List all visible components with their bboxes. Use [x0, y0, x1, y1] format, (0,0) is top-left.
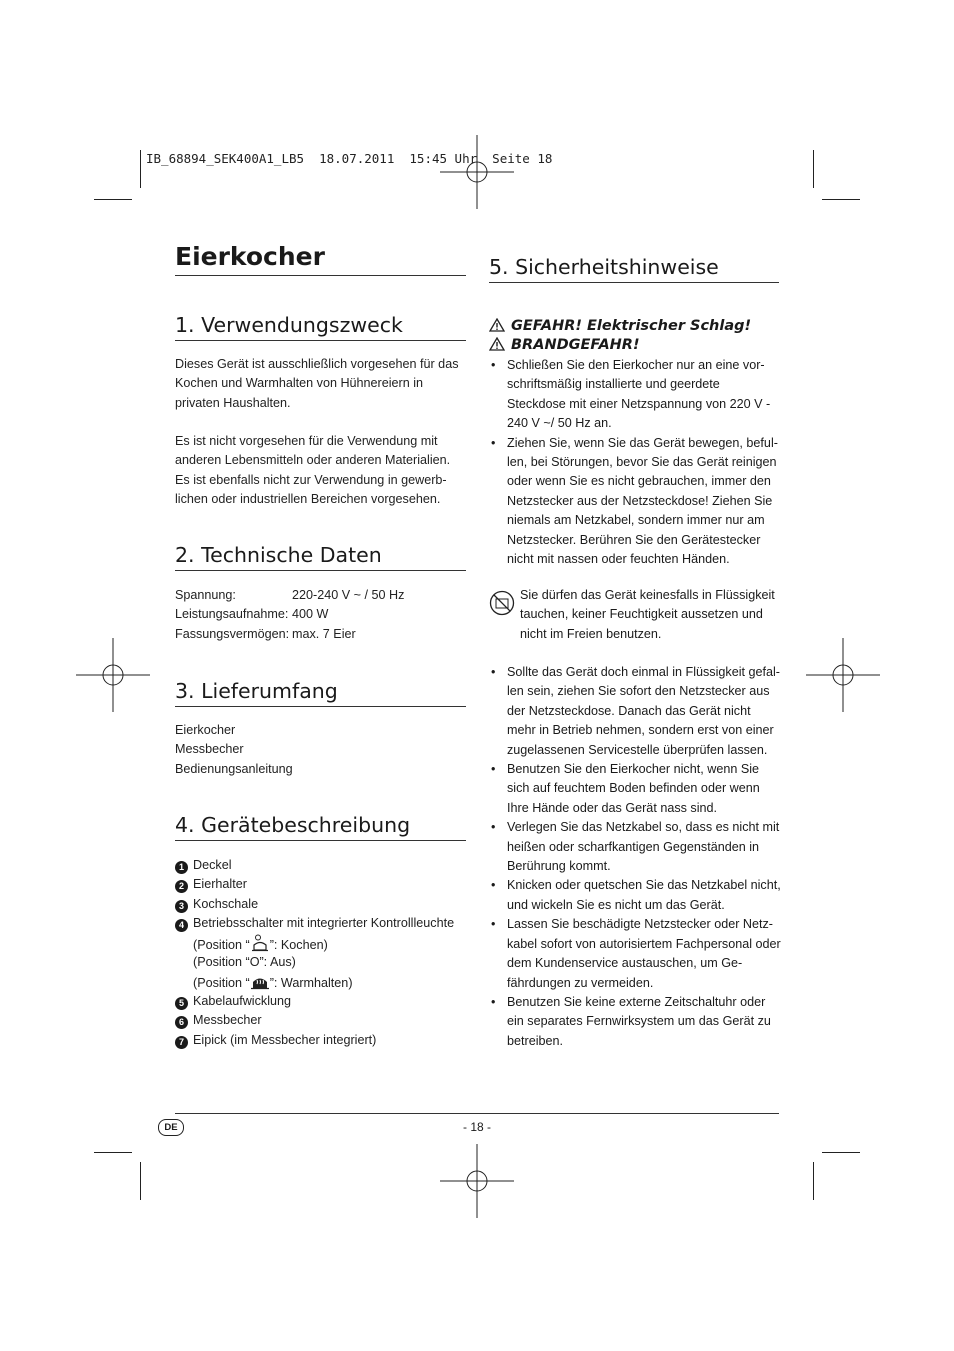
text-line: privaten Haushalten.: [175, 395, 291, 410]
registration-mark-left: [76, 638, 150, 712]
warning-label: BRANDGEFAHR!: [511, 337, 640, 353]
list-item: Bedienungsanleitung: [175, 761, 293, 776]
heading-geraetebeschreibung: 4. Gerätebeschreibung: [175, 811, 466, 841]
part-label: Kabelaufwicklung: [193, 993, 292, 1008]
registration-mark-right: [806, 638, 880, 712]
position-prefix: (Position “: [193, 937, 250, 952]
position-suffix: ”: Warmhalten): [269, 976, 353, 991]
switch-position-warmhalten: [175, 972, 475, 991]
warning-label: GEFAHR! Elektrischer Schlag!: [511, 318, 752, 334]
list-item: [175, 895, 475, 914]
warning-triangle-icon: [489, 337, 505, 351]
number-badge: 4: [175, 919, 188, 932]
part-label: Kochschale: [193, 896, 259, 911]
warning-fire: [489, 336, 789, 355]
tech-row: [175, 605, 470, 624]
list-item: • Benutzen Sie den Eierkocher nicht, wenn Sie sich auf feuchtem Boden befinden oder wenn Ihre Hände oder das Gerät nass sind.: [489, 760, 781, 818]
language-badge: DE: [158, 1119, 184, 1136]
list-item: • Ziehen Sie, wenn Sie das Gerät bewegen, beful-len, bei Störungen, bevor Sie das Gerät reinigen oder wenn Sie es nicht gebrauchen, immer den Netzstecker aus der Netzsteckdose! Ziehen Sie niemals am Netzkabel, sondern immer nur am Netzstecker. Berühren Sie den Gerätestecker nicht mit nassen oder feuchten Händen.: [489, 434, 781, 570]
switch-position-aus: (Position “O”: Aus): [193, 954, 296, 969]
paragraph-verwendungszweck-1: [175, 355, 470, 413]
print-header: IB_68894_SEK400A1_LB5 18.07.2011 15:45 Uhr Seite 18: [146, 151, 553, 166]
list-item: • Lassen Sie beschädigte Netzstecker oder Netz-kabel sofort von autorisiertem Fachpersonal oder dem Kundenservice austauschen, um Ge-fährdungen zu vermeiden.: [489, 915, 781, 993]
parts-list: [175, 856, 475, 1050]
position-prefix: (Position “: [193, 976, 250, 991]
list-item: [175, 1031, 475, 1050]
heading-verwendungszweck: 1. Verwendungszweck: [175, 311, 466, 341]
registration-mark-top: [440, 135, 514, 209]
list-item: • Verlegen Sie das Netzkabel so, dass es nicht mit heißen oder scharfkantigen Gegenständen in Berührung kommt.: [489, 818, 781, 876]
tech-data-table: [175, 586, 470, 644]
switch-position-kochen: [175, 934, 475, 953]
cooking-symbol-icon: [250, 934, 270, 952]
crop-mark: [813, 1162, 814, 1200]
text-line: Es ist nicht vorgesehen für die Verwendung mit: [175, 434, 438, 448]
text-line: lichen oder industriellen Bereichen vorgesehen.: [175, 492, 441, 507]
part-label: Betriebsschalter mit integrierter Kontrollleuchte: [193, 916, 455, 931]
list-item: • Sollte das Gerät doch einmal in Flüssigkeit gefal-len sein, ziehen Sie sofort den Netzstecker aus der Netzsteckdose. Danach das Gerät nicht mehr in Betrieb nehmen, sondern erst von einer zugelassenen Servicestelle überprüfen lassen.: [489, 663, 781, 760]
keep-warm-symbol-icon: [250, 972, 270, 990]
list-item: Messbecher: [175, 742, 244, 757]
list-item: [175, 914, 475, 933]
no-water-note: [489, 586, 781, 644]
page-number: - 18 -: [462, 1120, 491, 1134]
tech-row: [175, 625, 470, 644]
crop-mark: [822, 1152, 860, 1153]
list-item: [175, 992, 475, 1011]
no-immersion-icon: [489, 590, 515, 616]
warning-block: [489, 317, 789, 355]
text-line: Es ist ebenfalls nicht zur Verwendung in gewerb-: [175, 472, 447, 487]
number-badge: 3: [175, 900, 188, 913]
number-badge: 2: [175, 880, 188, 893]
text-line: anderen Lebensmitteln oder anderen Materialien.: [175, 453, 451, 468]
crop-mark: [94, 199, 132, 200]
warning-electric: [489, 317, 789, 336]
part-label: Deckel: [193, 858, 232, 872]
tech-label: Leistungsaufnahme:: [175, 607, 289, 622]
footer-rule: [175, 1113, 779, 1114]
paragraph-verwendungszweck-2: [175, 432, 470, 510]
list-item: • Benutzen Sie keine externe Zeitschaltuhr oder ein separates Fernwirksystem um das Gerät zu betreiben.: [489, 993, 781, 1051]
note-text: Sie dürfen das Gerät keinesfalls in Flüssigkeit tauchen, keiner Feuchtigkeit aussetzen und nicht im Freien benutzen.: [520, 588, 775, 641]
heading-sicherheitshinweise: 5. Sicherheitshinweise: [489, 253, 779, 283]
position-suffix: ”: Kochen): [269, 937, 328, 952]
number-badge: 6: [175, 1016, 188, 1029]
list-item: [175, 856, 475, 875]
tech-value: 400 W: [292, 607, 329, 622]
heading-lieferumfang: 3. Lieferumfang: [175, 677, 466, 707]
crop-mark: [822, 199, 860, 200]
list-item: Eierkocher: [175, 723, 236, 737]
heading-technische-daten: 2. Technische Daten: [175, 541, 466, 571]
list-item: [175, 1011, 475, 1030]
tech-label: Spannung:: [175, 588, 236, 602]
lieferumfang-list: [175, 721, 470, 779]
safety-bullets-b: [489, 663, 781, 1051]
safety-bullets-a: [489, 356, 781, 569]
list-item: • Schließen Sie den Eierkocher nur an eine vor-schriftsmäßig installierte und geerdete Steckdose mit einer Netzspannung von 220 V - 240 V ~/ 50 Hz an.: [489, 356, 781, 434]
page-title: Eierkocher: [175, 240, 466, 276]
tech-value: 220-240 V ~ / 50 Hz: [292, 588, 405, 602]
tech-value: max. 7 Eier: [292, 626, 356, 641]
part-label: Messbecher: [193, 1013, 262, 1028]
list-item: [175, 875, 475, 894]
warning-triangle-icon: [489, 318, 505, 332]
crop-mark: [140, 150, 141, 188]
tech-label: Fassungsvermögen:: [175, 626, 290, 641]
part-label: Eipick (im Messbecher integriert): [193, 1032, 377, 1047]
number-badge: 1: [175, 861, 188, 874]
text-line: Dieses Gerät ist ausschließlich vorgesehen für das: [175, 357, 459, 371]
crop-mark: [94, 1152, 132, 1153]
part-label: Eierhalter: [193, 877, 247, 892]
list-item: • Knicken oder quetschen Sie das Netzkabel nicht, und wickeln Sie es nicht um das Gerät.: [489, 876, 781, 915]
crop-mark: [140, 1162, 141, 1200]
number-badge: 5: [175, 997, 188, 1010]
crop-mark: [813, 150, 814, 188]
registration-mark-bottom: [440, 1144, 514, 1218]
text-line: Kochen und Warmhalten von Hühnereiern in: [175, 376, 424, 391]
number-badge: 7: [175, 1036, 188, 1049]
tech-row: [175, 586, 470, 605]
